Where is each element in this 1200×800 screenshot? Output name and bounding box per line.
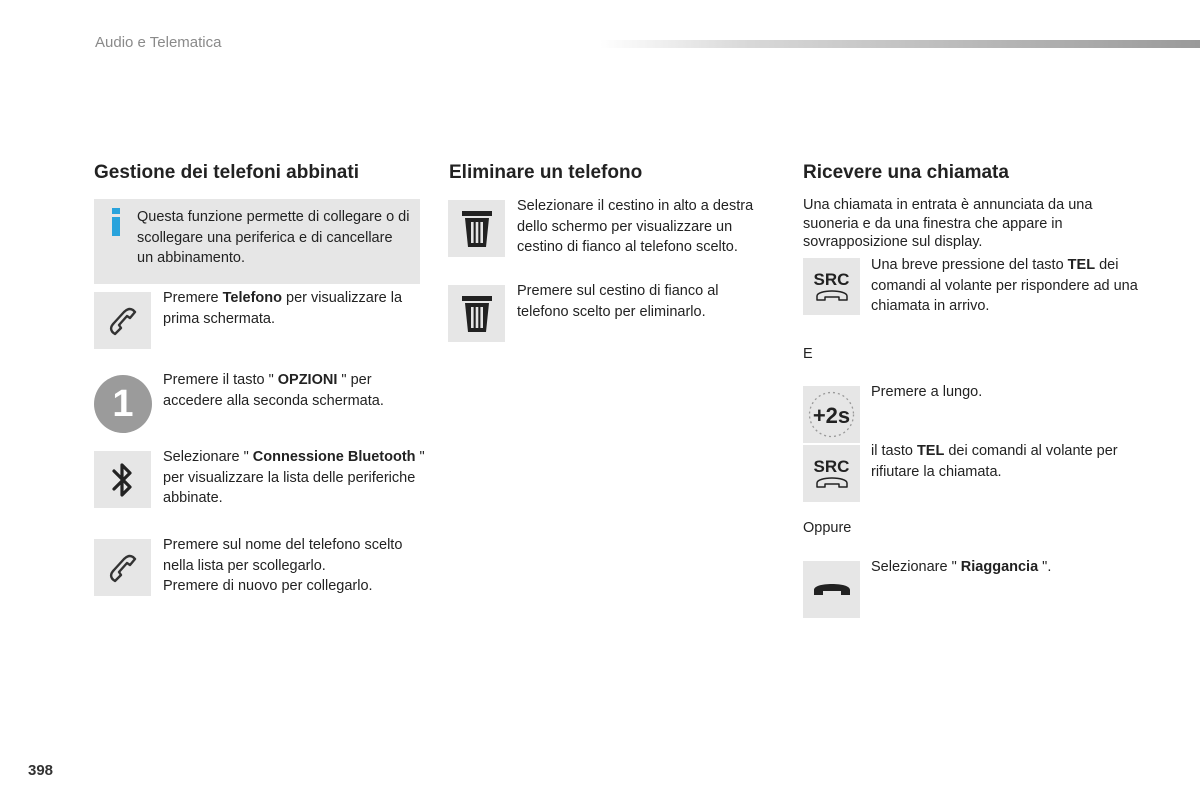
bluetooth-icon: [108, 460, 138, 500]
step-number-circle: 1: [94, 375, 152, 433]
step-long-press-text: Premere a lungo.: [871, 384, 983, 400]
phone-icon: [105, 303, 141, 339]
intro-text: Una chiamata in entrata è annunciata da una suoneria e da una finestra che appare in sovrapposizione sul display.: [803, 197, 1093, 250]
handset-icon: [814, 289, 850, 303]
trash-icon: [459, 208, 495, 250]
section-title-receive-call: Ricevere una chiamata: [803, 162, 1009, 183]
trash-icon-box-2: [448, 285, 505, 342]
long-press-icon-box: [803, 386, 860, 443]
long-press-icon: [803, 386, 860, 443]
phone-icon-box: [94, 292, 151, 349]
handset-icon: [814, 476, 850, 490]
step-bluetooth-text: Selezionare " Connessione Bluetooth " per visualizzare la lista delle periferiche abbinate.: [163, 449, 425, 506]
section-title-delete: Eliminare un telefono: [449, 162, 643, 183]
step-disconnect-text: Premere sul nome del telefono scelto nella lista per scollegarlo. Premere di nuovo per collegarlo.: [163, 537, 403, 594]
bluetooth-icon-box: [94, 451, 151, 508]
info-icon: [110, 208, 122, 236]
src-label: SRC: [813, 269, 850, 289]
step-opzioni-text: Premere il tasto " OPZIONI " per accedere alla seconda schermata.: [163, 372, 384, 409]
long-press-label: +2s: [812, 403, 851, 428]
phone-icon: [105, 550, 141, 586]
info-text: Questa funzione permette di collegare o di scollegare una periferica e di cancellare un abbinamento.: [137, 209, 410, 266]
section-title-pairing: Gestione dei telefoni abbinati: [94, 162, 359, 183]
page-number: 398: [28, 762, 54, 779]
hang-up-icon-box: [803, 561, 860, 618]
trash-icon: [459, 293, 495, 335]
step-tel-reject-text: il tasto TEL dei comandi al volante per rifiutare la chiamata.: [871, 443, 1118, 480]
src-button-icon-box-2: [803, 445, 860, 502]
hang-up-icon: [812, 582, 852, 598]
step-telefono-text: Premere Telefono per visualizzare la prima schermata.: [163, 290, 403, 327]
step-riaggancia-text: Selezionare " Riaggancia ".: [871, 559, 1052, 575]
or-label-oppure: Oppure: [803, 520, 852, 536]
header-title: Audio e Telematica: [95, 34, 222, 51]
phone-icon-box-2: [94, 539, 151, 596]
or-label-e: E: [803, 346, 813, 362]
src-button-icon-box: [803, 258, 860, 315]
step-trash-confirm-text: Premere sul cestino di fianco al telefono scelto per eliminarlo.: [517, 283, 719, 320]
step-trash-select-text: Selezionare il cestino in alto a destra dello schermo per visualizzare un cestino di fianco al telefono scelto.: [517, 198, 754, 255]
header-bar: [600, 40, 1200, 48]
step-tel-answer-text: Una breve pressione del tasto TEL dei comandi al volante per rispondere ad una chiamata in arrivo.: [871, 257, 1138, 314]
src-label: SRC: [813, 456, 850, 476]
trash-icon-box: [448, 200, 505, 257]
